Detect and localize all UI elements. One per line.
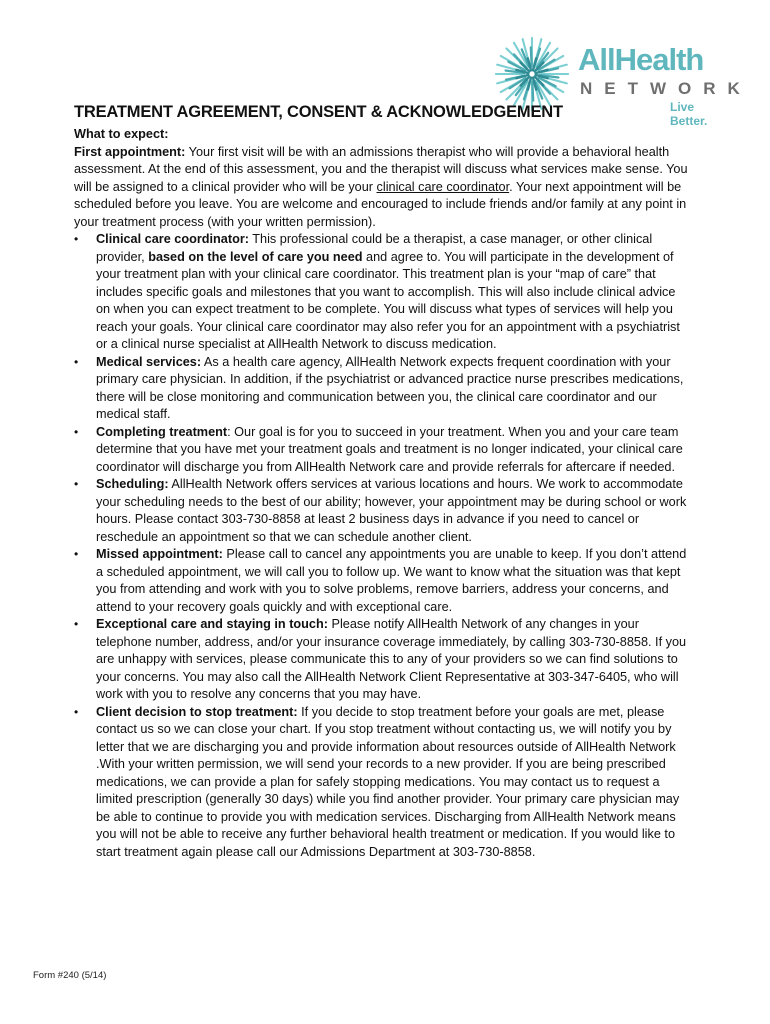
bullet-client-decision: • Client decision to stop treatment: If you decide to stop treatment before your goals are met, please contact us so we can close your chart. If you stop treatment without contacting us, we will notify you by letter that we are discharging you and provide information about resources outside of AllHealth Network .With your written permission, we will send your records to a new provider. If you are being prescribed medications, we can provide a plan for safely stopping medications. You may contact us to request a limited prescription (generally 30 days) while you find another provider. Your primary care physician may be able to continue to provide you with medication services. Discharging from AllHealth Network means you will not be able to receive any further behavioral health treatment or medication. If you would like to start treatment again please call our Admissions Department at 303-730-8858. [74, 704, 690, 862]
form-number: Form #240 (5/14) [33, 970, 107, 981]
bullet-scheduling: • Scheduling: AllHealth Network offers services at various locations and hours. We work to accommodate your scheduling needs to the best of our ability; however, your appointment may be during school or work hours. Please contact 303-730-8858 at least 2 business days in advance if you need to cancel or reschedule an appointment so that we can schedule another client. [74, 476, 690, 546]
bullet-list [74, 231, 690, 861]
bullet-clinical-care-coordinator: • Clinical care coordinator: This professional could be a therapist, a case manager, or other clinical provider, based on the level of care you need and agree to. You will participate in the development of your treatment plan with your clinical care coordinator. This treatment plan is your “map of care” that includes specific goals and milestones that you want to accomplish. This will also include clinical advice on when you can expect treatment to be complete. You will discuss what types of services will help you reach your goals. Your clinical care coordinator may also refer you for an appointment with a psychiatrist or a clinical nurse specialist at AllHealth Network to discuss medication. [74, 231, 690, 354]
bullet-missed-appointment: • Missed appointment: Please call to cancel any appointments you are unable to keep. If you don’t attend a scheduled appointment, we will call you to follow up. We want to know what the situation was that kept you from attending and work with you to solve problems, remove barriers, address your concerns, and attend to your recovery goals quickly and with exceptional care. [74, 546, 690, 616]
bullet-medical-services: • Medical services: As a health care agency, AllHealth Network expects frequent coordination with your primary care physician. In addition, if the psychiatrist or advanced practice nurse prescribes medications, there will be close monitoring and communication between you, the clinical care coordinator and our medical staff. [74, 354, 690, 424]
document-body [74, 126, 690, 861]
document-title: TREATMENT AGREEMENT, CONSENT & ACKNOWLEDGEMENT [74, 103, 563, 121]
first-appointment-paragraph: First appointment: Your first visit will be with an admissions therapist who will provide a behavioral health assessment. At the end of this assessment, you and the therapist will discuss what services make sense. You will be assigned to a clinical provider who will be your clinical care coordinator. Your next appointment will be scheduled before you leave. You are welcome and encouraged to include friends and/or family at any point in your treatment process (with your written permission). [74, 144, 688, 229]
starburst-logo-icon [494, 36, 570, 112]
logo-tagline: Live Better. [670, 100, 708, 128]
bullet-completing-treatment: • Completing treatment: Our goal is for you to succeed in your treatment. When you and your care team determine that you have met your treatment goals and treatment is no longer indicated, your clinical care coordinator will discharge you from AllHealth Network care and provide referrals for aftercare if needed. [74, 424, 690, 477]
logo-network: NETWORK [580, 79, 752, 98]
clinical-care-coordinator-term: clinical care coordinator [376, 179, 510, 194]
logo-name: AllHealth [578, 42, 704, 77]
bullet-exceptional-care: • Exceptional care and staying in touch: Please notify AllHealth Network of any changes in your telephone number, address, and/or your insurance coverage immediately, by calling 303-730-8858. If you are unhappy with services, please communicate this to any of your providers so we can find solutions to your concerns. You may also call the AllHealth Network Client Representative at 303-347-6405, who will work with you to resolve any concerns that you may have. [74, 616, 690, 704]
section-heading: What to expect: [74, 127, 169, 141]
